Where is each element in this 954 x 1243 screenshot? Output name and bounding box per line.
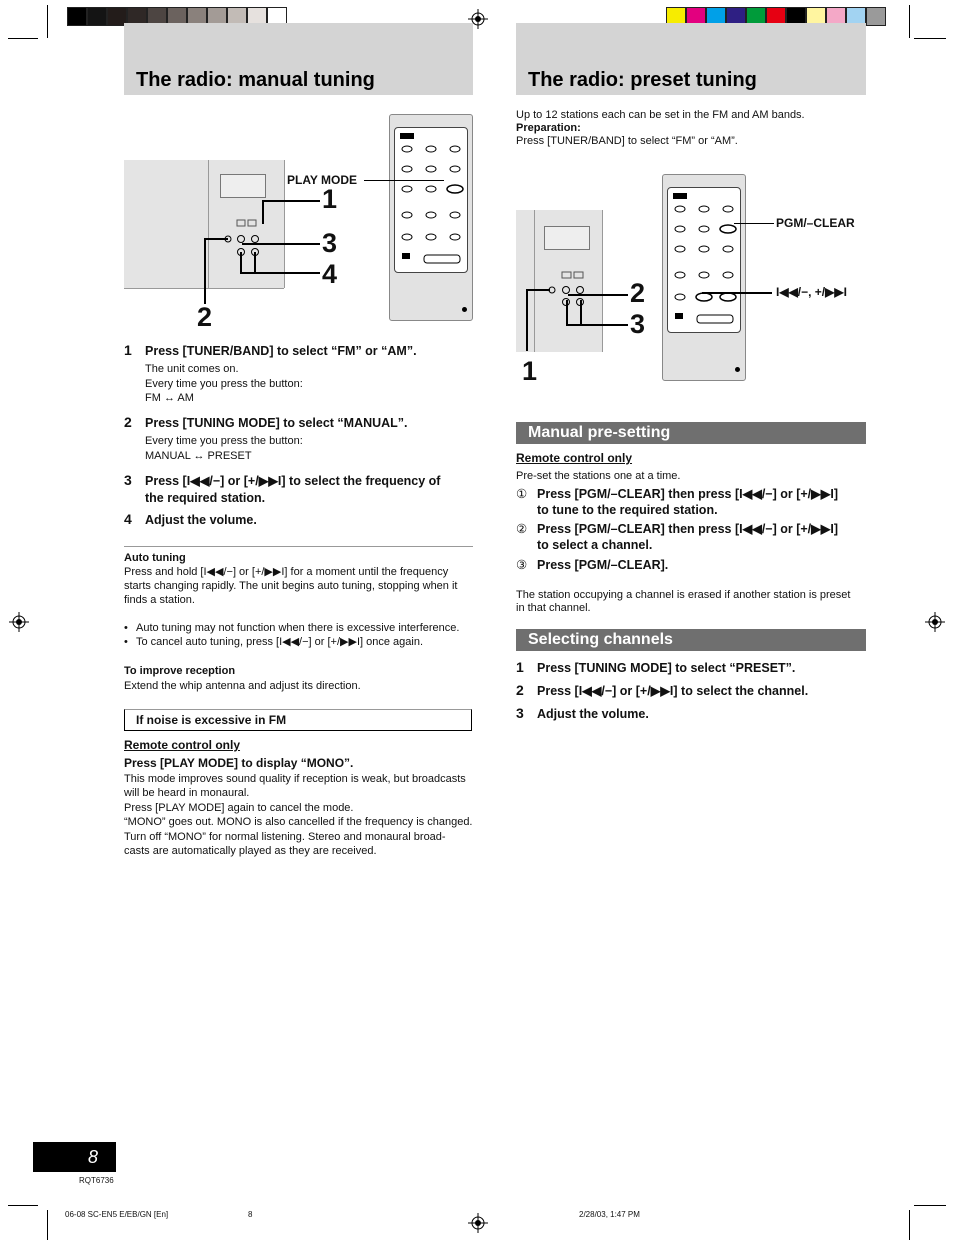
step-sub: Every time you press the button: xyxy=(145,435,303,447)
color-swatch xyxy=(67,7,87,26)
preparation-text: Press [TUNER/BAND] to select “FM” or “AM”. xyxy=(516,135,738,147)
step-text: Press [PGM/–CLEAR] then press [I◀◀/−] or [+/▶▶I] xyxy=(537,487,839,501)
right-title-box xyxy=(516,23,866,95)
callout-line xyxy=(364,180,444,181)
bullet-icon: • xyxy=(124,622,128,634)
callout-number-1: 1 xyxy=(522,356,538,386)
callout-line xyxy=(702,292,772,294)
callout-line xyxy=(580,300,582,326)
circled-step-number: ③ xyxy=(516,558,528,572)
preset-note: in that channel. xyxy=(516,602,591,614)
noise-box-title: If noise is excessive in FM xyxy=(136,713,287,727)
step-text: to select a channel. xyxy=(537,538,653,552)
auto-tuning-bullet: To cancel auto tuning, press [I◀◀/−] or [+/▶▶I] once again. xyxy=(136,636,423,648)
auto-tuning-bullet: Auto tuning may not function when there is excessive interference. xyxy=(136,622,460,634)
unit-display xyxy=(220,174,266,198)
registration-target-icon xyxy=(468,1213,488,1233)
step-text: the required station. xyxy=(145,491,266,505)
mono-line: This mode improves sound quality if reception is weak, but broadcasts xyxy=(124,773,466,785)
crop-mark xyxy=(47,1210,48,1240)
callout-line xyxy=(262,200,264,224)
step-text: to tune to the required station. xyxy=(537,503,718,517)
remote-buttons xyxy=(667,187,739,331)
callout-line xyxy=(526,289,528,351)
unit-buttons xyxy=(544,264,604,314)
manual-presetting-heading: Manual pre-setting xyxy=(516,422,866,444)
bullet-icon: • xyxy=(124,636,128,648)
crop-mark xyxy=(909,5,910,38)
callout-line xyxy=(240,252,242,274)
footer-file: 06-08 SC-EN5 E/EB/GN [En] xyxy=(65,1210,169,1219)
color-swatch xyxy=(87,7,107,26)
improve-heading: To improve reception xyxy=(124,665,236,677)
preset-note: The station occupying a channel is erased if another station is preset xyxy=(516,589,851,601)
step-text: Adjust the volume. xyxy=(145,513,257,527)
right-figure xyxy=(516,172,866,387)
callout-number-2: 2 xyxy=(630,278,646,308)
step-sub: FM ↔ AM xyxy=(145,392,194,404)
crop-mark xyxy=(914,1205,946,1206)
step-number: 3 xyxy=(516,705,524,721)
unit-panel xyxy=(208,160,209,288)
circled-step-number: ① xyxy=(516,487,528,501)
step-text: Press [I◀◀/−] or [+/▶▶I] to select the channel. xyxy=(537,684,809,698)
circled-step-number: ② xyxy=(516,522,528,536)
auto-tuning-heading: Auto tuning xyxy=(124,552,186,564)
remote-sensor-dot xyxy=(462,307,467,312)
unit-buttons xyxy=(218,212,268,272)
unit-display xyxy=(544,226,590,250)
divider xyxy=(124,546,473,547)
mono-line: “MONO” goes out. MONO is also cancelled if the frequency is changed. xyxy=(124,816,473,828)
intro-text: Up to 12 stations each can be set in the FM and AM bands. xyxy=(516,109,805,121)
step-sub: The unit comes on. xyxy=(145,363,239,375)
left-figure xyxy=(124,112,474,332)
step-text: Press [TUNING MODE] to select “PRESET”. xyxy=(537,661,796,675)
remote-buttons xyxy=(394,127,466,271)
page-number-box xyxy=(33,1142,116,1172)
doc-code: RQT6736 xyxy=(79,1176,114,1185)
callout-number-4: 4 xyxy=(322,259,338,289)
right-page-title: The radio: preset tuning xyxy=(528,69,757,91)
registration-target-icon xyxy=(9,612,29,632)
step-number: 2 xyxy=(516,682,524,698)
mono-line: casts are automatically played as they are received. xyxy=(124,845,377,857)
step-text: Press [TUNER/BAND] to select “FM” or “AM”. xyxy=(145,344,417,358)
auto-tuning-line: starts changing rapidly. The unit begins auto tuning, stopping when it xyxy=(124,580,458,592)
auto-tuning-line: Press and hold [I◀◀/−] or [+/▶▶I] for a moment until the frequency xyxy=(124,566,449,578)
step-text: Press [I◀◀/−] or [+/▶▶I] to select the frequency of xyxy=(145,474,441,488)
crop-mark xyxy=(909,1210,910,1240)
crop-mark xyxy=(8,38,38,39)
left-title-box xyxy=(124,23,473,95)
skip-callout: I◀◀/−, +/▶▶I xyxy=(776,285,847,299)
callout-number-2: 2 xyxy=(197,302,213,332)
footer-page: 8 xyxy=(248,1210,253,1219)
step-number: 1 xyxy=(124,342,132,358)
callout-number-1: 1 xyxy=(322,184,338,214)
callout-line xyxy=(204,238,206,304)
footer-date: 2/28/03, 1:47 PM xyxy=(579,1210,640,1219)
step-number: 2 xyxy=(124,414,132,430)
unit-panel xyxy=(534,210,535,352)
step-number: 3 xyxy=(124,472,132,488)
step-text: Adjust the volume. xyxy=(537,707,649,721)
step-text: Press [TUNING MODE] to select “MANUAL”. xyxy=(145,416,408,430)
mono-step: Press [PLAY MODE] to display “MONO”. xyxy=(124,756,354,770)
color-swatch xyxy=(866,7,886,26)
left-page-title: The radio: manual tuning xyxy=(136,69,375,91)
improve-text: Extend the whip antenna and adjust its direction. xyxy=(124,680,361,692)
callout-line xyxy=(568,294,628,296)
auto-tuning-line: finds a station. xyxy=(124,594,195,606)
callout-line xyxy=(526,289,550,291)
mono-line: Press [PLAY MODE] again to cancel the mode. xyxy=(124,802,354,814)
callout-number-3: 3 xyxy=(322,228,338,258)
remote-only-label: Remote control only xyxy=(516,451,633,465)
crop-mark xyxy=(914,38,946,39)
step-text: Press [PGM/–CLEAR] then press [I◀◀/−] or [+/▶▶I] xyxy=(537,522,839,536)
preparation-label: Preparation: xyxy=(516,122,581,134)
play-mode-callout: PLAY MODE xyxy=(287,173,358,187)
remote-control-illustration xyxy=(662,174,746,381)
callout-line xyxy=(204,238,228,240)
callout-line xyxy=(262,200,320,202)
manual-preset-intro: Pre-set the stations one at a time. xyxy=(516,470,681,482)
crop-mark xyxy=(8,1205,38,1206)
step-text: Press [PGM/–CLEAR]. xyxy=(537,558,669,572)
callout-line xyxy=(568,324,628,326)
callout-line xyxy=(566,300,568,326)
crop-mark xyxy=(47,5,48,38)
step-sub: MANUAL ↔ PRESET xyxy=(145,450,252,462)
step-sub: Every time you press the button: xyxy=(145,378,303,390)
step-number: 1 xyxy=(516,659,524,675)
remote-sensor-dot xyxy=(735,367,740,372)
remote-only-label: Remote control only xyxy=(124,738,241,752)
page-number: 8 xyxy=(88,1147,99,1167)
pgm-clear-callout: PGM/–CLEAR xyxy=(776,216,855,230)
selecting-channels-heading: Selecting channels xyxy=(516,629,866,651)
mono-line: Turn off “MONO” for normal listening. Stereo and monaural broad- xyxy=(124,831,446,843)
callout-line xyxy=(242,243,320,245)
callout-line xyxy=(734,223,774,224)
mono-line: will be heard in monaural. xyxy=(124,787,250,799)
callout-line xyxy=(254,252,256,274)
registration-target-icon xyxy=(925,612,945,632)
remote-control-illustration xyxy=(389,114,473,321)
step-number: 4 xyxy=(124,511,132,527)
callout-number-3: 3 xyxy=(630,309,646,339)
